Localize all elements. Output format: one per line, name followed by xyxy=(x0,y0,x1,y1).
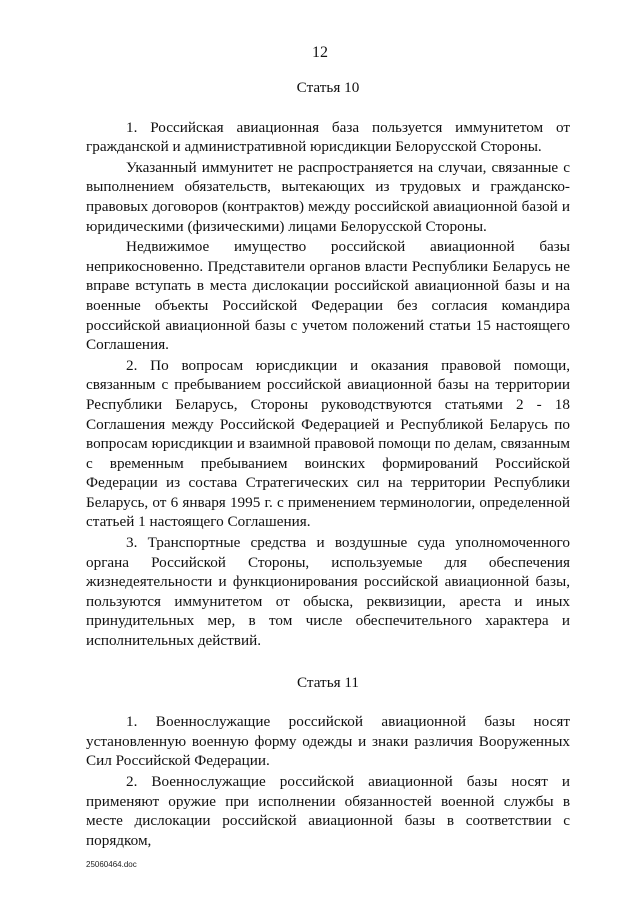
article-11-paragraph: 1. Военнослужащие российской авиационной базы носят установленную военную форму одежды и знаки различия Вооруженных Сил Российской Федерации. xyxy=(86,713,570,770)
article-10-paragraph: 2. По вопросам юрисдикции и оказания правовой помощи, связанным с пребыванием российской авиационной базы на территории Республики Беларусь, Стороны руководствуются статьями 2 - 18 Соглашения между Российской Федерацией и Республикой Беларусь по вопросам юрисдикции и взаимной правовой помощи по делам, связанным с временным пребыванием воинских формирований Российской Федерации из состава Стратегических сил на территории Республики Беларусь, от 6 января 1995 г. с применением терминологии, определенной статьей 1 настоящего Соглашения. xyxy=(86,356,570,531)
article-11-paragraph: 2. Военнослужащие российской авиационной базы носят и применяют оружие при исполнении обязанностей военной службы в месте дислокации российской авиационной базы в соответствии с порядком, xyxy=(86,773,570,849)
article-10-paragraph: Недвижимое имущество российской авиационной базы неприкосновенно. Представители органов власти Республики Беларусь не вправе вступать в места дислокации российской авиационной базы и на военные объекты Российской Федерации без согласия командира российской авиационной базы с учетом положений статьи 15 настоящего Соглашения. xyxy=(86,238,570,354)
article-10-paragraph: 1. Российская авиационная база пользуется иммунитетом от гражданской и административной юрисдикции Белорусской Стороны. xyxy=(86,118,570,156)
footer-filename: 25060464.doc xyxy=(86,860,137,869)
page-number: 12 xyxy=(312,44,328,61)
document-body xyxy=(86,70,570,851)
article-10-paragraph: Указанный иммунитет не распространяется на случаи, связанные с выполнением обязательств, вытекающих из трудовых и гражданско-правовых договоров (контрактов) между российской авиационной базой и юридическими (физическими) лицами Белорусской Стороны. xyxy=(86,158,570,235)
article-10-heading: Статья 10 xyxy=(296,79,360,96)
article-11-heading: Статья 11 xyxy=(296,673,360,691)
article-10-paragraph: 3. Транспортные средства и воздушные суда уполномоченного органа Российской Стороны, используемые для обеспечения жизнедеятельности и функционирования российской авиационной базы, пользуются иммунитетом от обыска, реквизиции, ареста и иных принудительных мер, в том числе обеспечительного характера и исполнительных действий. xyxy=(86,534,570,650)
